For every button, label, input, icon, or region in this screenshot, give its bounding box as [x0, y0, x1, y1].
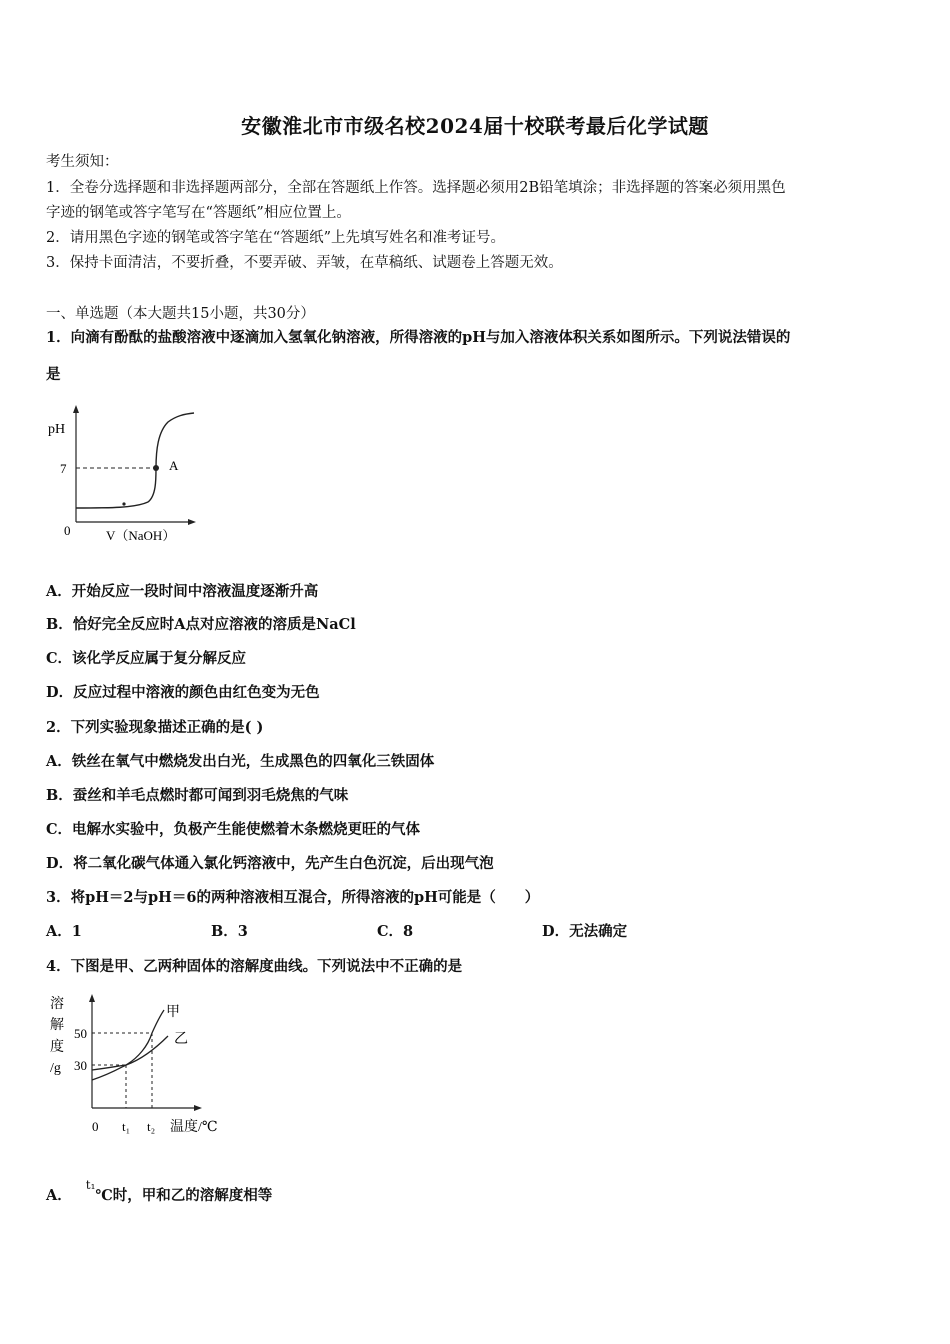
curve-a	[92, 1010, 164, 1080]
q1-option-d: D．反应过程中溶液的颜色由红色变为无色	[46, 684, 320, 701]
q1-stem: 1．向滴有酚酞的盐酸溶液中逐滴加入氢氧化钠溶液，所得溶液的pH与加入溶液体积关系如图所示。下列说法错误的	[46, 329, 791, 346]
q1-stem-cont: 是	[46, 366, 61, 383]
notice-item: 1．全卷分选择题和非选择题两部分，全部在答题纸上作答。选择题必须用2B铅笔填涂；非选择题的答案必须用黑色	[46, 180, 786, 196]
q2-option-d: D．将二氧化碳气体通入氯化钙溶液中，先产生白色沉淀，后出现气泡	[46, 855, 494, 872]
q4-stem: 4．下图是甲、乙两种固体的溶解度曲线。下列说法中不正确的是	[46, 958, 463, 975]
q2-option-a: A．铁丝在氧气中燃烧发出白光，生成黑色的四氧化三铁固体	[46, 753, 435, 770]
q2-option-c: C．电解水实验中，负极产生能使燃着木条燃烧更旺的气体	[46, 821, 421, 838]
q2-option-b: B．蚕丝和羊毛点燃时都可闻到羽毛烧焦的气味	[46, 787, 349, 804]
point-a-marker	[153, 465, 159, 471]
x-tick-t1: t₁	[122, 1119, 131, 1134]
section-heading: 一、单选题（本大题共15小题，共30分）	[46, 306, 315, 322]
q2-stem: 2．下列实验现象描述正确的是( )	[46, 719, 264, 736]
y-label-char: 解	[50, 1018, 64, 1033]
q3-stem: 3．将pH＝2与pH＝6的两种溶液相互混合，所得溶液的pH可能是（ ）	[46, 889, 540, 906]
curve-b	[92, 1036, 168, 1070]
y-label-char: 度	[50, 1040, 64, 1055]
point-a-label: A	[169, 458, 179, 473]
option-text: ℃时，甲和乙的溶解度相等	[95, 1187, 273, 1204]
y-axis-label: pH	[48, 422, 66, 437]
y-tick-7: 7	[60, 461, 67, 476]
y-label-char: /g	[50, 1061, 61, 1076]
notice-item: 3．保持卡面清洁，不要折叠，不要弄破、弄皱，在草稿纸、试题卷上答题无效。	[46, 255, 563, 271]
notice-heading: 考生须知：	[46, 154, 119, 170]
x-axis-label: 温度/℃	[170, 1120, 218, 1135]
q1-option-b: B．恰好完全反应时A点对应溶液的溶质是NaCl	[46, 616, 356, 633]
y-tick-50: 50	[74, 1026, 87, 1041]
origin-label: 0	[64, 523, 71, 538]
q3-option-a: A．1	[46, 923, 82, 940]
option-letter: A．	[46, 1187, 72, 1204]
notice-item: 2．请用黑色字迹的钢笔或答字笔在“答题纸”上先填写姓名和准考证号。	[46, 230, 506, 246]
x-axis-arrow	[194, 1105, 202, 1111]
origin-label: 0	[92, 1119, 99, 1134]
y-label-char: 溶	[50, 997, 64, 1012]
y-axis-arrow	[73, 405, 79, 413]
q1-option-c: C．该化学反应属于复分解反应	[46, 650, 247, 667]
q3-option-d: D．无法确定	[542, 923, 628, 940]
x-axis-arrow	[188, 519, 196, 525]
curve-b-label: 乙	[174, 1032, 188, 1047]
curve-a-label: 甲	[166, 1005, 180, 1020]
q3-option-b: B．3	[211, 923, 248, 940]
x-tick-t2: t₂	[147, 1119, 156, 1134]
curve-dot	[122, 502, 125, 505]
q1-option-a: A．开始反应一段时间中溶液温度逐渐升高	[46, 583, 319, 600]
y-axis-arrow	[89, 994, 95, 1002]
notice-item: 字迹的钢笔或答字笔写在“答题纸”相应位置上。	[46, 205, 351, 221]
y-tick-30: 30	[74, 1058, 87, 1073]
q3-option-c: C．8	[377, 923, 414, 940]
page-title: 安徽淮北市市级名校2024届十校联考最后化学试题	[241, 114, 709, 138]
ph-titration-graph	[40, 400, 210, 550]
solubility-graph	[40, 988, 240, 1148]
q4-option-a	[46, 1178, 273, 1206]
t1-symbol: t₁	[85, 1178, 96, 1192]
x-axis-label: V（NaOH）	[106, 528, 176, 543]
